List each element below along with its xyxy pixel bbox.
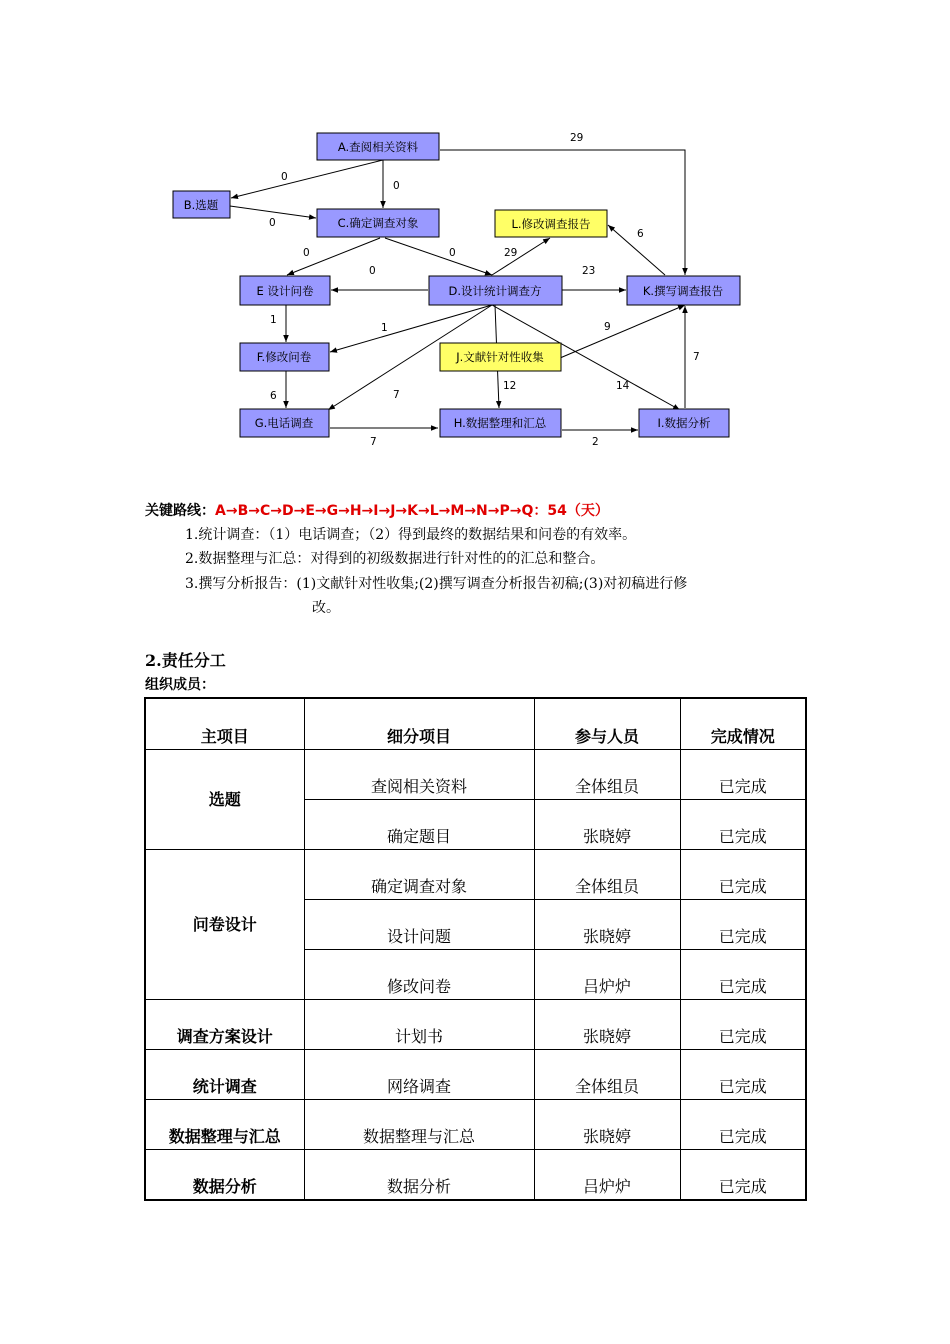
status-cell: 已完成: [680, 850, 806, 900]
edge-d-l: [492, 238, 550, 275]
edge-c-d: [385, 238, 492, 275]
status-cell: 已完成: [680, 1100, 806, 1150]
participant-cell: 张晓婷: [534, 1100, 680, 1150]
header-sub-item: 细分项目: [304, 698, 534, 750]
table-row: [145, 1050, 806, 1100]
critical-path-label: 关键路线：: [145, 503, 215, 519]
edge-label: 23: [582, 265, 596, 277]
sub-item-cell: 修改问卷: [304, 950, 534, 1000]
edge-label: 0: [369, 265, 376, 277]
responsibility-table: [144, 697, 807, 1201]
node-label: D.设计统计调查方: [448, 284, 542, 298]
node-label: A.查阅相关资料: [337, 140, 419, 154]
table-row: [145, 1150, 806, 1201]
status-cell: 已完成: [680, 900, 806, 950]
edge-label: 12: [503, 380, 517, 392]
sub-item-cell: 计划书: [304, 1000, 534, 1050]
node-label: C.确定调查对象: [337, 216, 419, 230]
participant-cell: 张晓婷: [534, 1000, 680, 1050]
status-cell: 已完成: [680, 750, 806, 800]
edge-c-e: [287, 238, 380, 275]
node-label: J.文献针对性收集: [456, 350, 544, 364]
edge-label: 0: [281, 171, 288, 183]
node-k: [627, 276, 740, 305]
node-c: [317, 209, 439, 237]
note-3: [185, 572, 810, 620]
table-row: [145, 1000, 806, 1050]
node-g: [240, 409, 329, 437]
node-f: [240, 343, 329, 371]
edge-label: 14: [616, 380, 630, 392]
main-item-cell: 问卷设计: [145, 850, 304, 1000]
edge-label: 0: [303, 247, 310, 259]
node-label: I.数据分析: [657, 416, 711, 430]
edge-a-b: [231, 160, 383, 198]
node-d: [429, 276, 562, 305]
members-label: 组织成员：: [145, 677, 215, 693]
edge-label: 7: [693, 351, 700, 363]
edge-j-k: [560, 305, 685, 358]
note-3-line-2: 改。: [312, 600, 340, 616]
header-main-item: 主项目: [145, 698, 304, 750]
participant-cell: 吕炉炉: [534, 1150, 680, 1201]
edge-label: 1: [381, 322, 388, 334]
status-cell: 已完成: [680, 1150, 806, 1201]
edge-label: 0: [393, 180, 400, 192]
network-diagram: [0, 0, 950, 470]
node-e: [240, 276, 330, 305]
node-l: [495, 210, 607, 237]
participant-cell: 全体组员: [534, 1050, 680, 1100]
table-row: [145, 1100, 806, 1150]
edge-label: 0: [269, 217, 276, 229]
node-label: G.电话调查: [254, 416, 314, 430]
main-item-cell: 调查方案设计: [145, 1000, 304, 1050]
critical-path-value: A→B→C→D→E→G→H→I→J→K→L→M→N→P→Q：54（天）: [215, 503, 609, 519]
node-label: L.修改调查报告: [511, 217, 591, 231]
edge-label: 9: [604, 321, 611, 333]
participant-cell: 全体组员: [534, 850, 680, 900]
note-3-line-1: 3.撰写分析报告：(1)文献针对性收集;(2)撰写调查分析报告初稿;(3)对初稿进行修: [185, 576, 688, 592]
main-item-cell: 统计调查: [145, 1050, 304, 1100]
edge-label: 2: [592, 436, 599, 448]
edge-label: 0: [449, 247, 456, 259]
note-1: 1.统计调查：（1）电话调查；（2）得到最终的数据结果和问卷的有效率。: [185, 527, 637, 543]
table-row: [145, 850, 806, 900]
note-2: 2.数据整理与汇总：对得到的初级数据进行针对性的的汇总和整合。: [185, 551, 605, 567]
node-b: [173, 191, 230, 218]
header-status: 完成情况: [680, 698, 806, 750]
sub-item-cell: 查阅相关资料: [304, 750, 534, 800]
sub-item-cell: 确定调查对象: [304, 850, 534, 900]
node-a: [317, 133, 439, 160]
status-cell: 已完成: [680, 800, 806, 850]
status-cell: 已完成: [680, 1050, 806, 1100]
table-header-row: [145, 698, 806, 750]
node-label: K.撰写调查报告: [642, 284, 724, 298]
main-item-cell: 数据分析: [145, 1150, 304, 1201]
edge-label: 29: [570, 132, 584, 144]
node-label: F.修改问卷: [256, 350, 312, 364]
main-item-cell: 数据整理与汇总: [145, 1100, 304, 1150]
critical-path: [145, 500, 609, 520]
sub-item-cell: 数据整理与汇总: [304, 1100, 534, 1150]
sub-item-cell: 网络调查: [304, 1050, 534, 1100]
participant-cell: 张晓婷: [534, 900, 680, 950]
participant-cell: 全体组员: [534, 750, 680, 800]
edge-label: 1: [270, 314, 277, 326]
node-label: E 设计问卷: [256, 284, 314, 298]
header-participants: 参与人员: [534, 698, 680, 750]
participant-cell: 张晓婷: [534, 800, 680, 850]
node-j: [440, 343, 561, 371]
participant-cell: 吕炉炉: [534, 950, 680, 1000]
node-h: [440, 409, 561, 437]
sub-item-cell: 确定题目: [304, 800, 534, 850]
node-label: H.数据整理和汇总: [453, 416, 547, 430]
node-label: B.选题: [183, 198, 219, 212]
edge-label: 6: [270, 390, 277, 402]
main-item-cell: 选题: [145, 750, 304, 850]
edge-label: 6: [637, 228, 644, 240]
sub-item-cell: 设计问题: [304, 900, 534, 950]
sub-item-cell: 数据分析: [304, 1150, 534, 1201]
section-title: 2.责任分工: [145, 651, 226, 670]
status-cell: 已完成: [680, 1000, 806, 1050]
status-cell: 已完成: [680, 950, 806, 1000]
node-i: [639, 409, 729, 437]
edge-label: 7: [393, 389, 400, 401]
table-row: [145, 750, 806, 800]
edge-label: 29: [504, 247, 518, 259]
edge-label: 7: [370, 436, 377, 448]
